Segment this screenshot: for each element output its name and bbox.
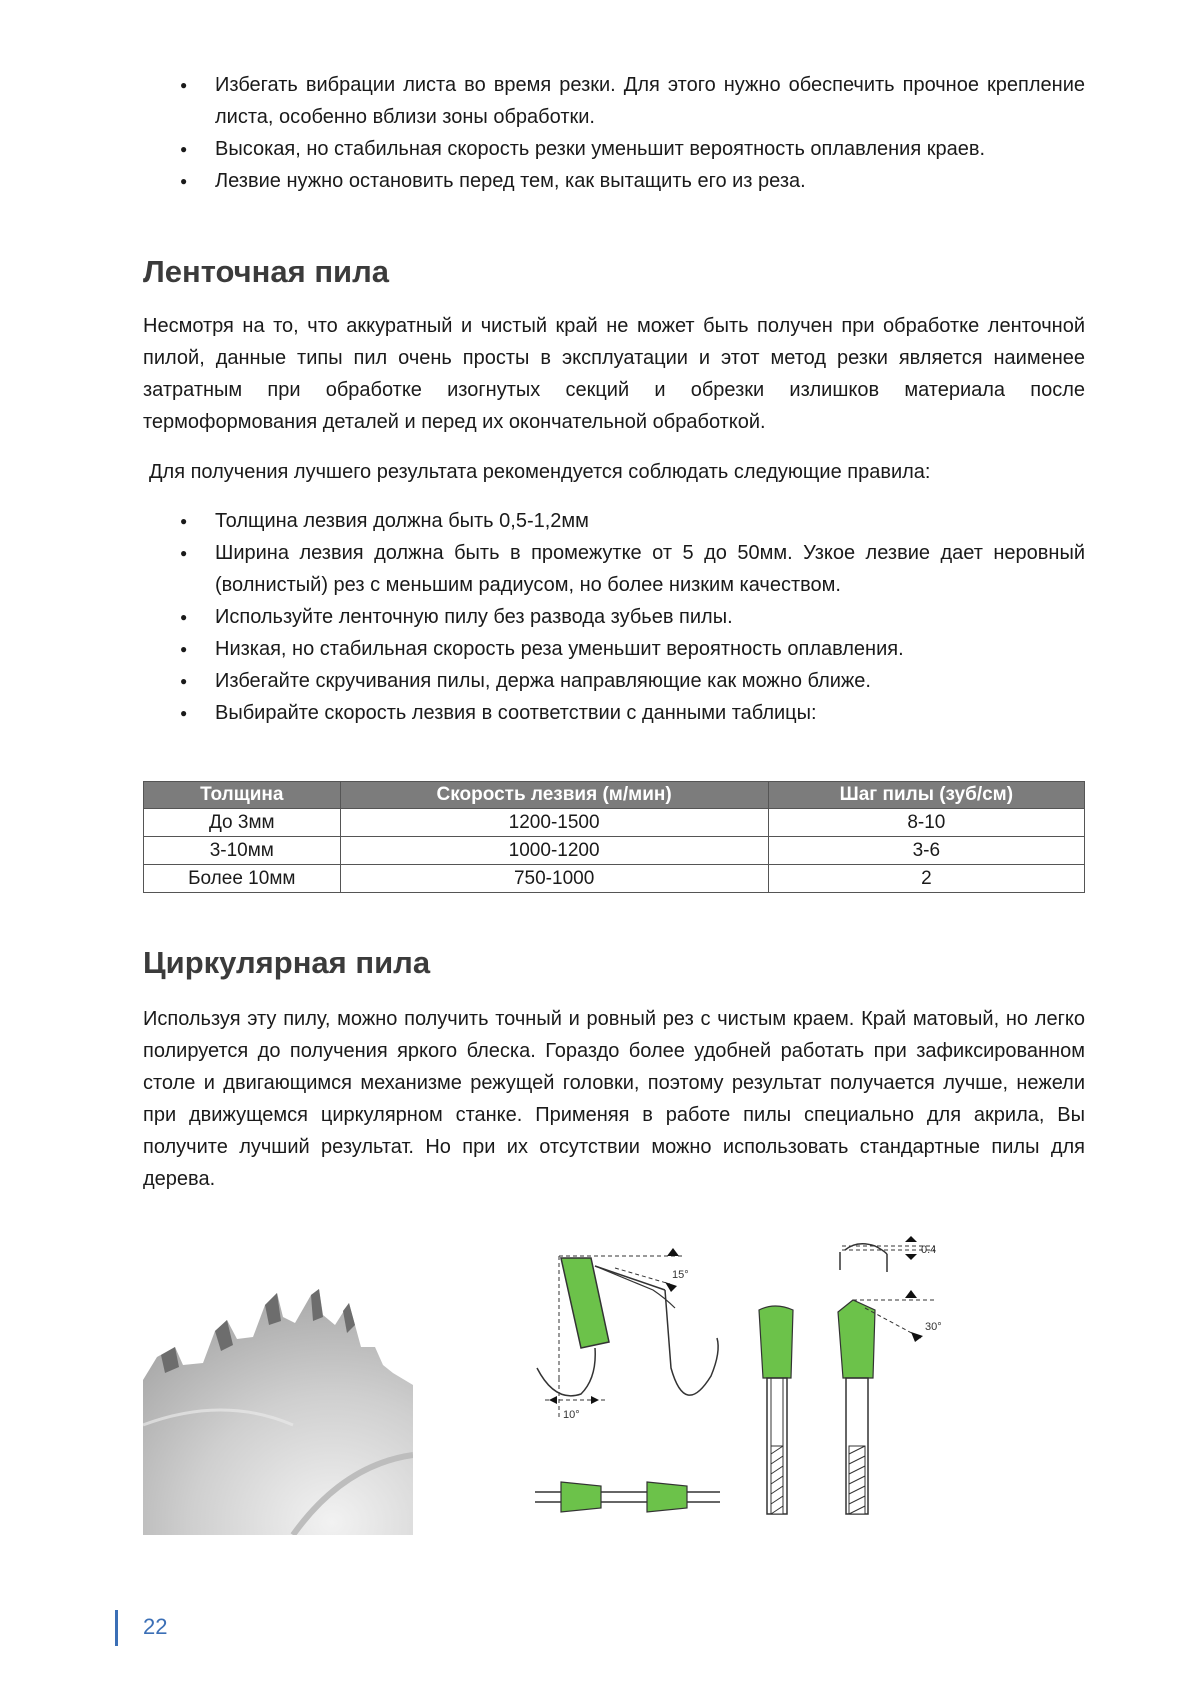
table-cell: До 3мм — [144, 809, 341, 837]
page-number: 22 — [143, 1614, 168, 1639]
saw-blade-photo — [143, 1285, 413, 1535]
table-row — [144, 865, 1085, 893]
band-saw-intro: Для получения лучшего результата рекомендуется соблюдать следующие правила: — [149, 461, 931, 483]
bullet-item: ● Выбирайте скорость лезвия в соответствии с данными таблицы: — [143, 697, 1085, 729]
table-cell: 3-10мм — [144, 837, 341, 865]
table-cell: Более 10мм — [144, 865, 341, 893]
tooth-gap-detail — [840, 1236, 936, 1272]
table-cell: 8-10 — [768, 809, 1084, 837]
bullet-item: ● Высокая, но стабильная скорость резки уменьшит вероятность оплавления краев. — [143, 133, 1085, 165]
bullet-item: ● Низкая, но стабильная скорость реза уменьшит вероятность оплавления. — [143, 633, 1085, 665]
top-bullet-list-container — [143, 69, 1085, 197]
tooth-bevel-view — [838, 1290, 942, 1514]
bullet-item: ● Лезвие нужно остановить перед тем, как вытащить его из реза. — [143, 165, 1085, 197]
bullet-item: ● Толщина лезвия должна быть 0,5-1,2мм — [143, 505, 1085, 537]
bullet-item: ● Ширина лезвия должна быть в промежутке от 5 до 50мм. Узкое лезвие дает неровный (волнистый) рез с меньшим радиусом, но более низким качеством. — [143, 537, 1085, 601]
table-cell: 1000-1200 — [340, 837, 768, 865]
table-cell: 2 — [768, 865, 1084, 893]
tooth-side-view — [537, 1248, 718, 1421]
bullet-item: ● Используйте ленточную пилу без развода зубьев пилы. — [143, 601, 1085, 633]
band-saw-intro-container — [149, 456, 1091, 488]
band-saw-paragraph-container — [143, 310, 1085, 438]
angle-label-15: 15° — [672, 1269, 689, 1281]
table-header-row — [144, 782, 1085, 809]
band-saw-section — [143, 252, 1085, 292]
circular-saw-section — [143, 943, 1085, 983]
tooth-geometry-svg — [535, 1228, 955, 1528]
table-cell: 1200-1500 — [340, 809, 768, 837]
tooth-cross-section — [759, 1306, 793, 1514]
top-bullet-list — [143, 69, 1085, 197]
band-saw-bullets-container — [143, 505, 1085, 729]
table-cell: 3-6 — [768, 837, 1084, 865]
gap-label: 0.4 — [921, 1244, 937, 1256]
tooth-top-view — [535, 1482, 720, 1512]
bullet-item: ● Избегать вибрации листа во время резки. Для этого нужно обеспечить прочное крепление листа, особенно вблизи зоны обработки. — [143, 69, 1085, 133]
table-row — [144, 809, 1085, 837]
angle-label-30: 30° — [925, 1321, 942, 1333]
bullet-item: ● Избегайте скручивания пилы, держа направляющие как можно ближе. — [143, 665, 1085, 697]
band-saw-paragraph: Несмотря на то, что аккуратный и чистый край не может быть получен при обработке ленточной пилой, данные типы пил очень просты в эксплуатации и этот метод резки является наименее затратным при обработке изогнутых секций и обрезки излишков материала после термоформования деталей и перед их окончательной обработкой. — [143, 315, 1085, 433]
table-header-cell: Толщина — [144, 782, 341, 809]
table-header-cell: Скорость лезвия (м/мин) — [340, 782, 768, 809]
table-row — [144, 837, 1085, 865]
blade-speed-table — [143, 781, 1085, 893]
circular-saw-paragraph-container — [143, 1003, 1085, 1195]
band-saw-bullet-list — [143, 505, 1085, 729]
circular-saw-paragraph: Используя эту пилу, можно получить точный и ровный рез с чистым краем. Край матовый, но легко полируется до получения яркого блеска. Гораздо более удобней работать при зафиксированном столе и двигающимся механизме режущей головки, поэтому результат получается лучше, нежели при движущемся циркулярном станке. Применяя в работе пилы специально для акрила, Вы получите лучший результат. Но при их отсутствии можно использовать стандартные пилы для дерева. — [143, 1008, 1085, 1190]
tooth-geometry-diagram — [535, 1228, 955, 1528]
saw-blade-illustration — [143, 1285, 413, 1535]
table-cell: 750-1000 — [340, 865, 768, 893]
section-title-band-saw: Ленточная пила — [143, 254, 390, 289]
angle-label-10: 10° — [563, 1409, 580, 1421]
table-header-cell: Шаг пилы (зуб/см) — [768, 782, 1084, 809]
footer-accent-bar — [115, 1610, 118, 1646]
section-title-circular-saw: Циркулярная пила — [143, 945, 431, 980]
